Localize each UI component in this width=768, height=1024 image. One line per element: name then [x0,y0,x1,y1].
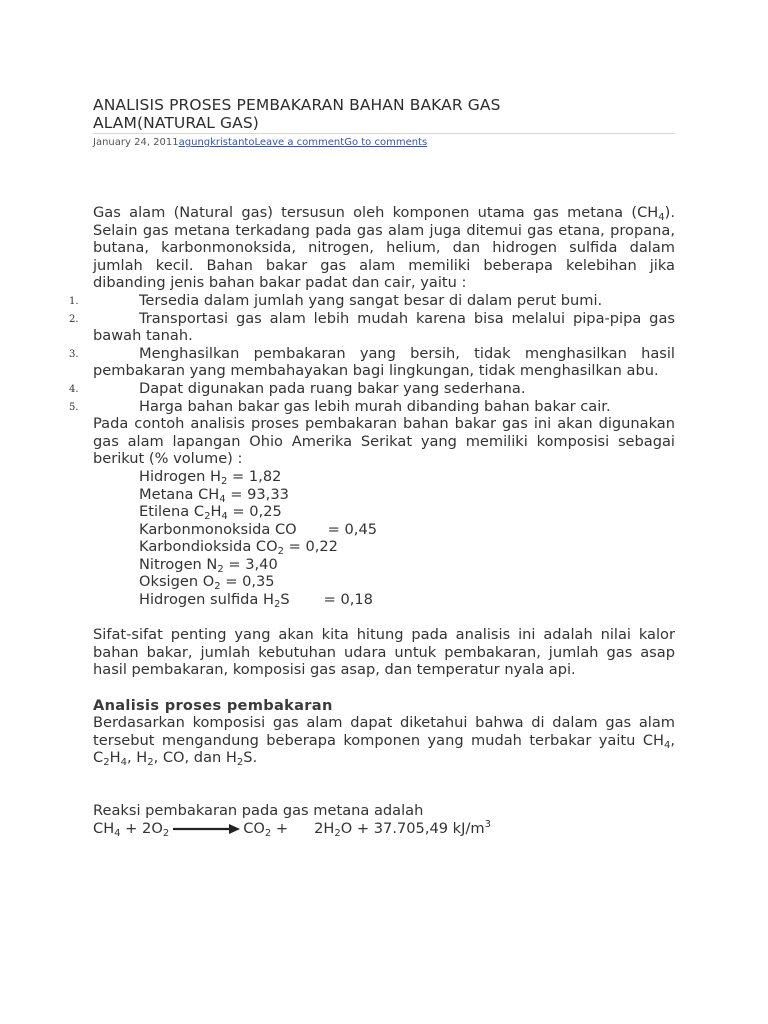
list-item: 1. Tersedia dalam jumlah yang sangat besar di dalam perut bumi. [69,291,603,309]
section-paragraph: Berdasarkan komposisi gas alam dapat diketahui bahwa di dalam gas alam tersebut mengandung beberapa komponen yang mudah terbakar yaitu $CH_4$, $C_2H_4$, $H_2$, CO, dan $H_2S$. [93,714,675,769]
composition-oxygen: Oksigen $O_2 = 0,35$ [139,573,275,593]
article-body [69,204,675,839]
article-title: ANALISIS PROSES PEMBAKARAN BAHAN BAKAR GAS ALAM(NATURAL GAS) [93,96,501,132]
reaction-intro: Reaksi pembakaran pada gas metana adalah [93,802,424,820]
list-item: 2. Transportasi gas alam lebih mudah karena bisa melalui pipa-pipa gas bawah tanah. [69,309,675,345]
post-date: January 24, 2011 [93,137,179,148]
section-heading: Analisis proses pembakaran [93,696,333,714]
composition-h2s: Hidrogen sulfida $H_2S = 0,18$ [139,591,373,611]
leave-comment-link[interactable]: Leave a comment [254,137,345,148]
composition-co2: Karbondioksida $CO_2 = 0,22$ [139,538,338,558]
composition-hydrogen: Hidrogen $H_2 = 1,82$ [139,467,282,487]
composition-co: Karbonmonoksida CO = 0,45 [139,520,378,538]
author-link[interactable]: agungkristanto [178,137,255,148]
list-item: 3. Menghasilkan pembakaran yang bersih, tidak menghasilkan hasil pembakaran yang membahayakan bagi lingkungan, tidak menghasilkan abu. [69,344,675,380]
list-item: 4. Dapat digunakan pada ruang bakar yang sederhana. [69,379,526,397]
reaction-equation: $CH_4 + 2O_2$ $CO_2 + 2H_2O + 37.705,49$ $kJ/m^3$ [93,818,491,839]
list-item: 5. Harga bahan bakar gas lebih murah dibanding bahan bakar cair. [69,397,611,415]
composition-methane: Metana $CH_4 = 93,33$ [139,485,289,505]
post-meta [93,136,427,149]
go-to-comments-link[interactable]: Go to comments [344,137,428,148]
composition-list [93,468,675,609]
advantages-list [69,291,675,415]
intro-paragraph: Gas alam (Natural gas) tersusun oleh komponen utama gas metana $(CH_4)$. Selain gas metana terkadang pada gas alam juga ditemui gas etana, propana, butana, karbonmonoksida, nitrogen, helium, dan hidrogen sulfida dalam jumlah kecil. Bahan bakar gas alam memiliki beberapa kelebihan jika dibanding jenis bahan bakar padat dan cair, yaitu : [93,204,675,292]
properties-paragraph: Sifat-sifat penting yang akan kita hitung pada analisis ini adalah nilai kalor bahan bakar, jumlah kebutuhan udara untuk pembakaran, jumlah gas asap hasil pembakaran, komposisi gas asap, dan temperatur nyala api. [93,626,675,679]
composition-ethylene: Etilena $C_2H_4 = 0,25$ [139,503,282,523]
title-divider [93,133,675,134]
reaction-arrow-icon [171,823,241,835]
example-paragraph: Pada contoh analisis proses pembakaran bahan bakar gas ini akan digunakan gas alam lapangan Ohio Amerika Serikat yang memiliki komposisi sebagai berikut (% volume) : [93,415,675,468]
composition-nitrogen: Nitrogen $N_2 = 3,40$ [139,555,278,575]
